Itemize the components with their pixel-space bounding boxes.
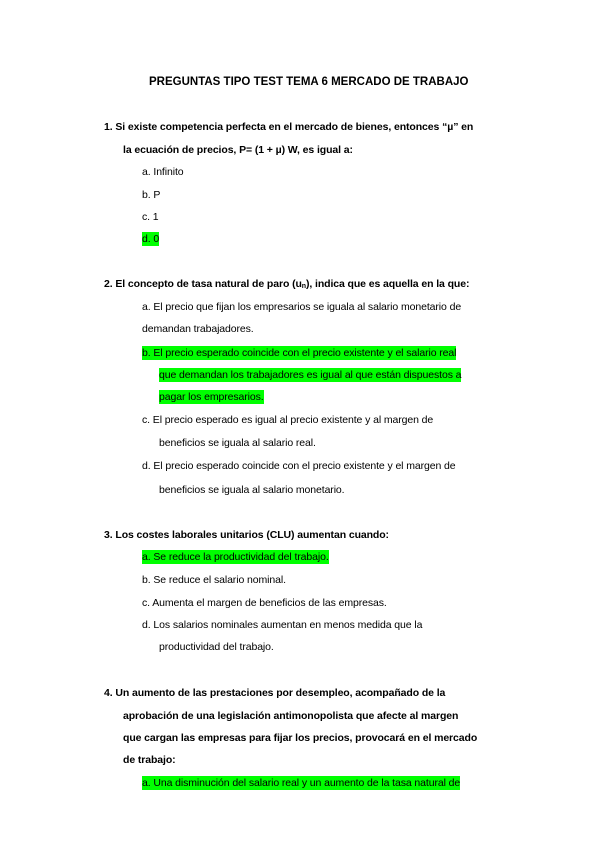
question-2-option-c-line-2: beneficios se iguala al salario real.	[159, 437, 316, 449]
question-2-line-1	[104, 277, 469, 294]
question-3-option-d-line-1: d. Los salarios nominales aumentan en menos medida que la	[142, 619, 423, 631]
question-2-subscript: n	[301, 283, 306, 290]
question-1-line-1: 1. Si existe competencia perfecta en el mercado de bienes, entonces “µ” en	[104, 121, 474, 133]
question-2-option-b-answer-line-1: b. El precio esperado coincide con el precio existente y el salario real	[142, 347, 457, 359]
question-3-option-a-answer: a. Se reduce la productividad del trabajo.	[142, 551, 329, 563]
question-1-option-c: c. 1	[142, 211, 159, 223]
question-4-option-a-answer-line-1: a. Una disminución del salario real y un aumento de la tasa natural de	[142, 777, 461, 789]
question-1-option-b: b. P	[142, 189, 161, 201]
question-3-option-b: b. Se reduce el salario nominal.	[142, 574, 286, 586]
question-3-line-1: 3. Los costes laborales unitarios (CLU) aumentan cuando:	[104, 529, 389, 541]
question-4-line-2: aprobación de una legislación antimonopolista que afecte al margen	[123, 710, 459, 722]
question-1-option-a: a. Infinito	[142, 166, 184, 178]
question-4-line-4: de trabajo:	[123, 754, 176, 766]
question-2-option-a-line-2: demandan trabajadores.	[142, 323, 254, 335]
question-4-line-1: 4. Un aumento de las prestaciones por desempleo, acompañado de la	[104, 687, 446, 699]
question-2-option-a-line-1: a. El precio que fijan los empresarios se iguala al salario monetario de	[142, 301, 462, 313]
question-4-line-3: que cargan las empresas para fijar los precios, provocará en el mercado	[123, 732, 478, 744]
question-2-option-c-line-1: c. El precio esperado es igual al precio existente y al margen de	[142, 414, 434, 426]
page-title: PREGUNTAS TIPO TEST TEMA 6 MERCADO DE TRABAJO	[149, 76, 469, 88]
question-2-option-b-answer-line-3: pagar los empresarios.	[159, 391, 264, 403]
question-2-text-pre: 2. El concepto de tasa natural de paro (u	[104, 278, 302, 290]
question-2-option-d-line-1: d. El precio esperado coincide con el precio existente y el margen de	[142, 460, 456, 472]
question-2-option-d-line-2: beneficios se iguala al salario monetario.	[159, 484, 345, 496]
question-2-option-b-answer-line-2: que demandan los trabajadores es igual al que están dispuestos a	[159, 369, 462, 381]
question-2-text-post: ), indica que es aquella en la que:	[305, 278, 470, 290]
question-1-option-d-answer: d. 0	[142, 233, 160, 245]
question-1-line-2: la ecuación de precios, P= (1 + µ) W, es igual a:	[123, 144, 353, 156]
question-3-option-d-line-2: productividad del trabajo.	[159, 641, 274, 653]
question-3-option-c: c. Aumenta el margen de beneficios de las empresas.	[142, 597, 387, 609]
